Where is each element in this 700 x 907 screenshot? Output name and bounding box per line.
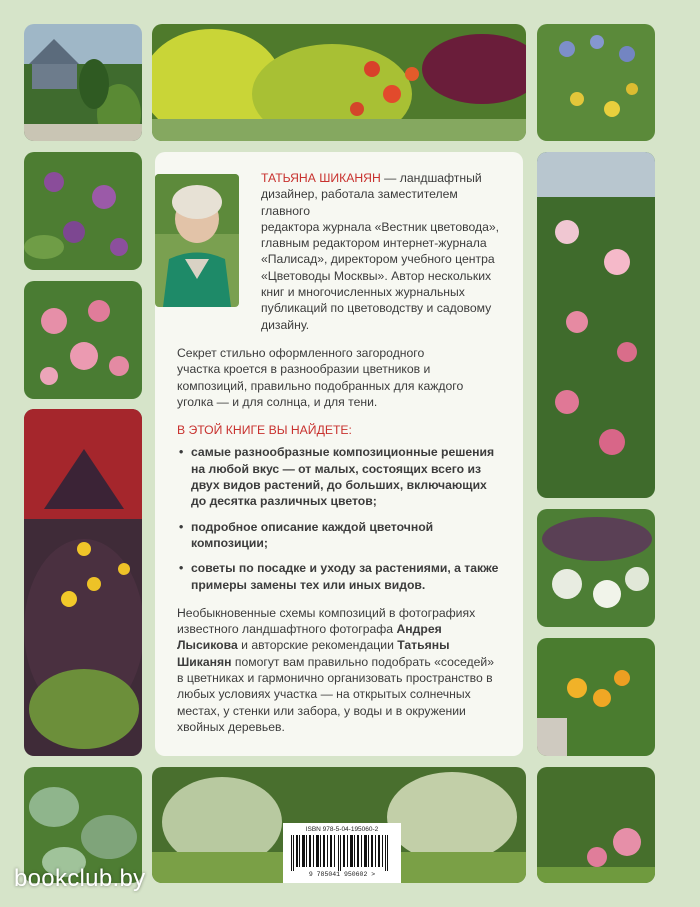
bio-line: дизайну. xyxy=(261,317,310,332)
intro-line: участка кроется в разнообразии цветников и xyxy=(177,362,431,377)
author-portrait xyxy=(155,174,239,307)
isbn-label: ISBN 978-5-04-195060-2 xyxy=(305,826,379,833)
closing-text: Необыкновенные схемы композиций в фотографиях известного ландшафтного фотографа xyxy=(177,605,476,637)
list-item: • советы по посадке и уходу за растениями, а также примеры замены тех или иных видов. xyxy=(191,560,501,593)
intro-paragraph xyxy=(177,345,501,410)
bio-line: публикаций по цветоводству и садовому xyxy=(261,301,492,316)
bookclub-logo: bookclub.by xyxy=(14,865,146,892)
bio-line: редактора журнала «Вестник цветовода», xyxy=(261,219,500,234)
photo-blue-yellow-flowers xyxy=(537,24,655,141)
author-bio xyxy=(261,170,501,333)
barcode-icon xyxy=(289,835,395,871)
photo-purple-geranium xyxy=(24,152,142,270)
closing-text: помогут вам правильно подобрать «соседей» в цветниках и гармонично организовать пространство в любых условиях участка — на открытых солнечных местах, у стенки или забора, у воды и в окружении хвойных деревьев. xyxy=(177,654,495,734)
photo-house-conifers xyxy=(24,24,142,141)
intro-line: композиций, правильно подобранных для каждого xyxy=(177,378,464,393)
intro-line: Секрет стильно оформленного загородного xyxy=(177,345,425,360)
photo-dark-foliage-yellow xyxy=(24,409,142,756)
author-name-bold: Татьяны Шиканян xyxy=(177,638,450,669)
author-name: ТАТЬЯНА ШИКАНЯН xyxy=(261,171,381,185)
photo-pink-border xyxy=(537,767,655,883)
bio-line: — ландшафтный xyxy=(380,171,482,185)
intro-line: уголка — и для солнца, и для тени. xyxy=(177,394,378,409)
photo-stream-yellow xyxy=(537,638,655,756)
photographer-name: Андрея Лысикова xyxy=(177,622,442,653)
bio-line: дизайнер, работала заместителем главного xyxy=(261,187,458,218)
section-heading: В ЭТОЙ КНИГЕ ВЫ НАЙДЕТЕ: xyxy=(177,423,352,438)
photo-yellow-red-border xyxy=(152,24,526,141)
bio-line: «Палисад», директором учебного центра xyxy=(261,252,495,267)
photo-pink-flowers xyxy=(24,281,142,399)
list-item: • самые разнообразные композиционные решения на любой вкус — от малых, состоящих всего из двух видов растений, до больших, включающих до десятка различных цветов; xyxy=(191,444,501,509)
bio-line: «Цветоводы Москвы». Автор нескольких xyxy=(261,268,492,283)
isbn-barcode-box xyxy=(283,823,401,883)
closing-text: и авторские рекомендации xyxy=(237,638,398,653)
feature-list xyxy=(177,444,501,592)
barcode-number: 9 785041 950602 > xyxy=(308,871,376,878)
photo-cottage-garden xyxy=(537,152,655,498)
bio-line: книг и многочисленных журнальных xyxy=(261,285,465,300)
list-item: • подробное описание каждой цветочной композиции; xyxy=(191,519,501,552)
closing-paragraph xyxy=(177,605,501,735)
bio-line: главным редактором интернет-журнала xyxy=(261,236,487,251)
description-panel xyxy=(155,152,523,756)
photo-white-hydrangea xyxy=(537,509,655,627)
